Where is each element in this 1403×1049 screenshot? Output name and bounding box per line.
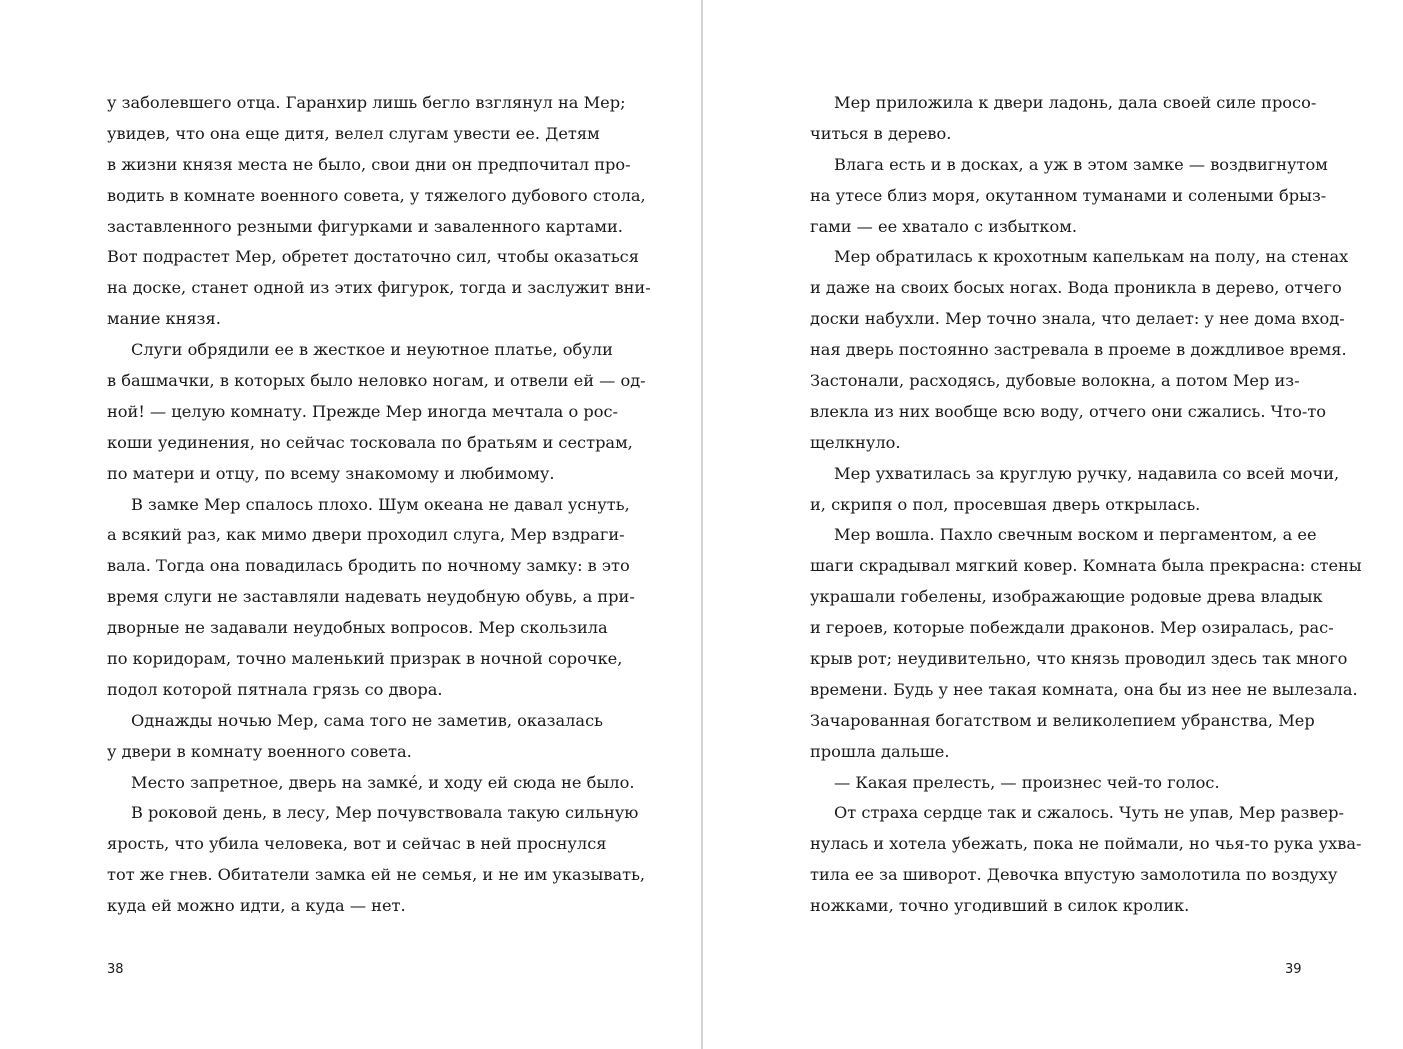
left-page: [0, 0, 700, 1049]
text-line: Зачарованная богатством и великолепием убранства, Мер: [810, 710, 1315, 730]
text-line: заставленного резными фигурками и заваленного картами.: [107, 216, 623, 236]
text-line: по матери и отцу, по всему знакомому и любимому.: [107, 463, 555, 483]
text-line: и героев, которые побеждали драконов. Мер озиралась, рас-: [810, 618, 1334, 638]
text-line: щелкнуло.: [810, 432, 901, 452]
text-line: Мер приложила к двери ладонь, дала своей силе просо-: [834, 93, 1317, 112]
text-line: увидев, что она еще дитя, велел слугам увести ее. Детям: [107, 123, 600, 143]
text-line: подол которой пятнала грязь со двора.: [107, 679, 443, 699]
right-page: [703, 0, 1403, 1049]
text-line: Однажды ночью Мер, сама того не заметив, оказалась: [131, 710, 603, 730]
text-line: прошла дальше.: [810, 741, 950, 761]
text-line: ной! — целую комнату. Прежде Мер иногда мечтала о рос-: [107, 401, 618, 421]
text-line: гами — ее хватало с избытком.: [810, 216, 1077, 236]
text-line: тот же гнев. Обитатели замка ей не семья, и не им указывать,: [107, 865, 646, 885]
text-line: читься в дерево.: [810, 123, 952, 143]
text-line: Место запретное, дверь на замкé, и ходу ей сюда не было.: [131, 772, 635, 792]
text-line: От страха сердце так и сжалось. Чуть не упав, Мер развер-: [834, 803, 1344, 823]
text-line: В роковой день, в лесу, Мер почувствовала такую сильную: [131, 803, 639, 823]
text-line: шаги скрадывал мягкий ковер. Комната была прекрасна: стены: [810, 556, 1362, 576]
text-line: В замке Мер спалось плохо. Шум океана не давал уснуть,: [131, 494, 630, 514]
text-line: в жизни князя места не было, свои дни он предпочитал про-: [107, 154, 631, 174]
text-line: время слуги не заставляли надевать неудобную обувь, а при-: [107, 587, 635, 607]
text-line: крыв рот; неудивительно, что князь проводил здесь так много: [810, 649, 1348, 669]
text-line: ная дверь постоянно застревала в проеме в дождливое время.: [810, 340, 1347, 360]
left-page-text: [107, 88, 651, 922]
text-line: и даже на своих босых ногах. Вода проникла в дерево, отчего: [810, 278, 1342, 298]
text-line: у заболевшего отца. Гаранхир лишь бегло взглянул на Мер;: [107, 93, 626, 112]
text-line: — Какая прелесть, — произнес чей-то голос.: [834, 772, 1220, 792]
text-line: и, скрипя о пол, просевшая дверь открылась.: [810, 494, 1201, 514]
text-line: Застонали, расходясь, дубовые волокна, а потом Мер из-: [810, 371, 1300, 391]
text-line: мание князя.: [107, 309, 221, 329]
text-line: Мер обратилась к крохотным капелькам на полу, на стенах: [834, 247, 1349, 267]
text-line: водить в комнате военного совета, у тяжелого дубового стола,: [107, 185, 646, 205]
text-line: ножками, точно угодивший в силок кролик.: [810, 896, 1190, 916]
text-line: влекла из них вообще всю воду, отчего они сжались. Что-то: [810, 401, 1327, 421]
text-line: Мер вошла. Пахло свечным воском и пергаментом, а ее: [834, 525, 1317, 545]
text-line: в башмачки, в которых было неловко ногам, и отвели ей — од-: [107, 371, 646, 391]
text-line: доски набухли. Мер точно знала, что делает: у нее дома вход-: [810, 309, 1345, 329]
text-line: вала. Тогда она повадилась бродить по ночному замку: в это: [107, 556, 630, 576]
text-line: Мер ухватилась за круглую ручку, надавила со всей мочи,: [834, 463, 1340, 483]
text-line: у двери в комнату военного совета.: [107, 741, 412, 761]
text-line: а всякий раз, как мимо двери проходил слуга, Мер вздраги-: [107, 525, 625, 545]
right-page-text: [810, 88, 1362, 922]
text-line: коши уединения, но сейчас тосковала по братьям и сестрам,: [107, 432, 633, 452]
text-line: тила ее за шиворот. Девочка впустую замолотила по воздуху: [810, 865, 1338, 885]
left-page-number: 38: [107, 962, 124, 977]
text-line: дворные не задавали неудобных вопросов. Мер скользила: [107, 618, 608, 638]
text-line: на утесе близ моря, окутанном туманами и солеными брыз-: [810, 185, 1327, 205]
text-line: Вот подрастет Мер, обретет достаточно сил, чтобы оказаться: [107, 247, 639, 267]
text-line: на доске, станет одной из этих фигурок, тогда и заслужит вни-: [107, 278, 651, 298]
text-line: куда ей можно идти, а куда — нет.: [107, 896, 406, 916]
text-line: Влага есть и в досках, а уж в этом замке — воздвигнутом: [834, 154, 1328, 174]
text-line: по коридорам, точно маленький призрак в ночной сорочке,: [107, 649, 623, 669]
text-line: ярость, что убила человека, вот и сейчас в ней проснулся: [107, 834, 607, 854]
text-line: украшали гобелены, изображающие родовые древа владык: [810, 587, 1323, 607]
right-page-number: 39: [1285, 962, 1302, 977]
text-line: Слуги обрядили ее в жесткое и неуютное платье, обули: [131, 340, 613, 360]
text-line: времени. Будь у нее такая комната, она бы из нее не вылезала.: [810, 679, 1358, 699]
text-line: нулась и хотела убежать, пока не поймали, но чья-то рука ухва-: [810, 834, 1362, 854]
